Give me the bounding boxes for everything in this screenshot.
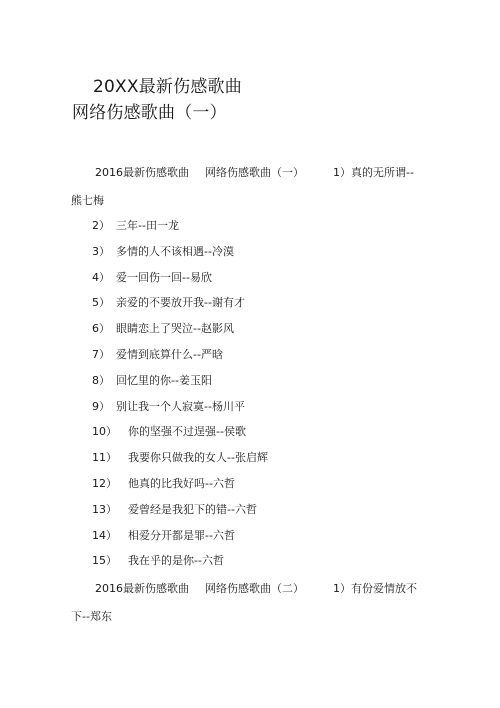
song-title: 多情的人不该相遇--冷漠 bbox=[116, 244, 234, 258]
song-number: 5） bbox=[92, 296, 110, 310]
section-1-subheading: 网络伤感歌曲（一） bbox=[205, 166, 304, 179]
list-item bbox=[0, 400, 500, 426]
song-number: 15） bbox=[92, 554, 117, 568]
section-1-heading: 2016最新伤感歌曲 bbox=[95, 166, 189, 179]
list-item bbox=[0, 271, 500, 297]
song-title: 亲爱的不要放开我--谢有才 bbox=[116, 296, 245, 310]
section-1-first-item-continuation: 熊七梅 bbox=[71, 194, 104, 207]
list-item bbox=[0, 554, 500, 580]
section-2-heading-row bbox=[0, 579, 500, 599]
list-item bbox=[0, 503, 500, 529]
list-item bbox=[0, 451, 500, 477]
song-title: 我在乎的是你--六哲 bbox=[128, 554, 224, 568]
song-number: 4） bbox=[92, 270, 110, 284]
song-number: 8） bbox=[92, 373, 110, 387]
song-number: 2） bbox=[92, 219, 110, 232]
list-item bbox=[0, 348, 500, 374]
section-1-first-item: 1）真的无所谓-- bbox=[333, 166, 414, 179]
song-number: 3） bbox=[92, 244, 110, 258]
section-2-subheading: 网络伤感歌曲（二） bbox=[205, 582, 304, 595]
song-number: 10） bbox=[92, 425, 117, 439]
list-item bbox=[0, 374, 500, 400]
list-item bbox=[0, 245, 500, 271]
song-number: 7） bbox=[92, 347, 110, 361]
song-number: 9） bbox=[92, 399, 110, 413]
song-title: 爱曾经是我犯下的错--六哲 bbox=[128, 502, 257, 516]
list-item bbox=[0, 296, 500, 322]
list-item bbox=[0, 322, 500, 348]
song-number: 13） bbox=[92, 502, 117, 516]
song-title: 爱情到底算什么--严晗 bbox=[116, 347, 223, 361]
list-item bbox=[0, 477, 500, 503]
song-title: 相爱分开都是罪--六哲 bbox=[128, 528, 235, 542]
song-title: 你的坚强不过逞强--侯歌 bbox=[128, 425, 246, 439]
page-subtitle: 网络伤感歌曲（一） bbox=[72, 103, 227, 123]
list-item bbox=[0, 529, 500, 555]
page-title: 20XX最新伤感歌曲 bbox=[93, 77, 242, 97]
song-number: 14） bbox=[92, 528, 117, 542]
section-2-heading: 2016最新伤感歌曲 bbox=[95, 582, 189, 595]
song-number: 6） bbox=[92, 322, 110, 336]
section-2-first-item-continuation: 下--郑东 bbox=[71, 610, 112, 623]
section-2-first-item: 1）有份爱情放不 bbox=[333, 582, 417, 595]
song-title: 回忆里的你--姜玉阳 bbox=[116, 373, 212, 387]
list-item bbox=[0, 219, 500, 245]
song-number: 12） bbox=[92, 476, 117, 490]
song-title: 别让我一个人寂寞--杨川平 bbox=[116, 399, 245, 413]
section-1-heading-row bbox=[0, 163, 500, 183]
song-title: 我要你只做我的女人--张启辉 bbox=[128, 451, 268, 465]
song-title: 爱一回伤一回--易欣 bbox=[116, 270, 212, 284]
list-item bbox=[0, 425, 500, 451]
song-title: 三年--田一龙 bbox=[116, 219, 179, 232]
song-title: 他真的比我好吗--六哲 bbox=[128, 476, 235, 490]
song-title: 眼睛恋上了哭泣--赵影风 bbox=[116, 322, 234, 336]
song-number: 11） bbox=[92, 451, 117, 465]
song-list bbox=[0, 219, 500, 580]
